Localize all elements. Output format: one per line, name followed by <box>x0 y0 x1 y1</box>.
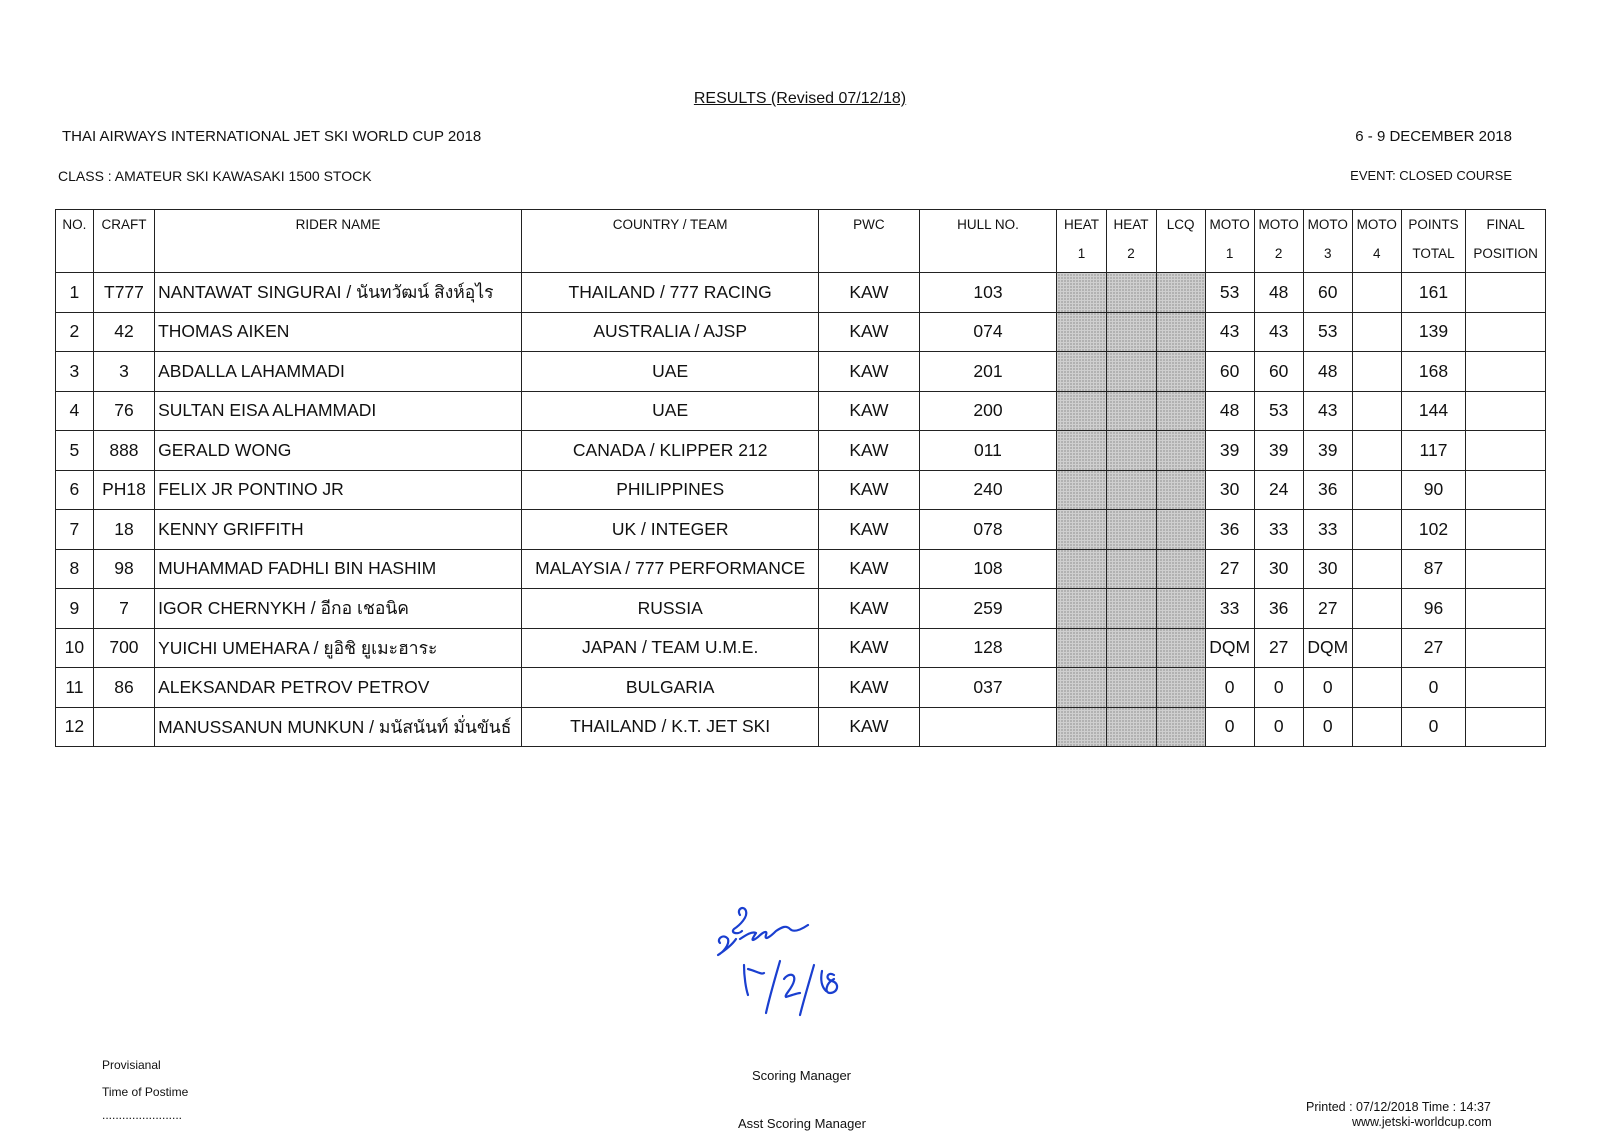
cell-country: MALAYSIA / 777 PERFORMANCE <box>521 549 818 589</box>
cell-final <box>1466 273 1546 313</box>
cell-rider: MANUSSANUN MUNKUN / มนัสนันท์ มั่นขันธ์ <box>155 707 522 747</box>
cell-moto2: 27 <box>1254 628 1303 668</box>
column-header <box>1466 210 1546 273</box>
cell-pwc: KAW <box>819 352 919 392</box>
cell-country: THAILAND / 777 RACING <box>521 273 818 313</box>
cell-craft: 700 <box>93 628 154 668</box>
cell-no: 6 <box>56 470 94 510</box>
column-header-label: RIDER NAME <box>295 217 381 232</box>
column-header-sublabel: TOTAL <box>1412 246 1455 261</box>
column-header <box>521 210 818 273</box>
cell-moto4 <box>1352 668 1401 708</box>
column-header-label: CRAFT <box>101 217 147 232</box>
column-header-sublabel: 2 <box>1274 246 1283 261</box>
cell-lcq <box>1156 312 1205 352</box>
printed-timestamp: Printed : 07/12/2018 Time : 14:37 <box>1306 1100 1491 1114</box>
cell-heat2 <box>1106 470 1156 510</box>
cell-rider: ABDALLA LAHAMMADI <box>155 352 522 392</box>
cell-heat1 <box>1057 510 1106 550</box>
cell-final <box>1466 510 1546 550</box>
column-header <box>919 210 1057 273</box>
cell-final <box>1466 312 1546 352</box>
column-header-label: LCQ <box>1166 217 1195 232</box>
cell-final <box>1466 628 1546 668</box>
provisional-label: Provisianal <box>102 1058 161 1072</box>
table-row <box>56 312 1546 352</box>
column-header <box>1303 210 1352 273</box>
column-header-label: POINTS <box>1408 217 1459 232</box>
column-header <box>819 210 919 273</box>
cell-lcq <box>1156 628 1205 668</box>
cell-moto1: 27 <box>1205 549 1254 589</box>
table-row <box>56 549 1546 589</box>
cell-moto3: 36 <box>1303 470 1352 510</box>
cell-heat2 <box>1106 273 1156 313</box>
cell-moto4 <box>1352 312 1401 352</box>
cell-lcq <box>1156 549 1205 589</box>
table-row <box>56 510 1546 550</box>
column-header-label: MOTO <box>1209 217 1250 232</box>
cell-final <box>1466 549 1546 589</box>
cell-final <box>1466 391 1546 431</box>
cell-heat2 <box>1106 391 1156 431</box>
cell-heat2 <box>1106 707 1156 747</box>
cell-moto2: 43 <box>1254 312 1303 352</box>
table-row <box>56 352 1546 392</box>
cell-craft: 42 <box>93 312 154 352</box>
table-row <box>56 391 1546 431</box>
cell-final <box>1466 352 1546 392</box>
cell-country: JAPAN / TEAM U.M.E. <box>521 628 818 668</box>
column-header <box>1156 210 1205 273</box>
column-header-label: MOTO <box>1356 217 1397 232</box>
cell-hull: 240 <box>919 470 1057 510</box>
cell-hull: 200 <box>919 391 1057 431</box>
cell-moto3: 43 <box>1303 391 1352 431</box>
cell-country: UK / INTEGER <box>521 510 818 550</box>
cell-pwc: KAW <box>819 273 919 313</box>
cell-craft: 888 <box>93 431 154 471</box>
cell-no: 10 <box>56 628 94 668</box>
cell-rider: SULTAN EISA ALHAMMADI <box>155 391 522 431</box>
cell-country: PHILIPPINES <box>521 470 818 510</box>
cell-lcq <box>1156 668 1205 708</box>
column-header-label: NO. <box>62 217 87 232</box>
cell-moto1: 48 <box>1205 391 1254 431</box>
cell-rider: NANTAWAT SINGURAI / นันทวัฒน์ สิงห์อุไร <box>155 273 522 313</box>
cell-heat1 <box>1057 391 1106 431</box>
cell-final <box>1466 707 1546 747</box>
column-header-sublabel: POSITION <box>1473 246 1538 261</box>
column-header <box>1254 210 1303 273</box>
column-header <box>1352 210 1401 273</box>
cell-moto1: 60 <box>1205 352 1254 392</box>
column-header-label: HEAT <box>1063 217 1099 232</box>
postime-blank: ........................ <box>102 1108 183 1122</box>
cell-rider: ALEKSANDAR PETROV PETROV <box>155 668 522 708</box>
cell-rider: THOMAS AIKEN <box>155 312 522 352</box>
cell-moto1: DQM <box>1205 628 1254 668</box>
cell-no: 1 <box>56 273 94 313</box>
cell-hull: 078 <box>919 510 1057 550</box>
cell-moto2: 30 <box>1254 549 1303 589</box>
cell-final <box>1466 668 1546 708</box>
cell-moto4 <box>1352 273 1401 313</box>
document-title: RESULTS (Revised 07/12/18) <box>693 90 907 107</box>
scoring-manager-label: Scoring Manager <box>752 1068 851 1083</box>
cell-lcq <box>1156 707 1205 747</box>
cell-moto4 <box>1352 707 1401 747</box>
table-row <box>56 431 1546 471</box>
cell-heat2 <box>1106 549 1156 589</box>
cell-total: 0 <box>1401 707 1465 747</box>
column-header-sublabel: 4 <box>1373 246 1381 261</box>
cell-moto4 <box>1352 589 1401 629</box>
cell-final <box>1466 589 1546 629</box>
event-name: THAI AIRWAYS INTERNATIONAL JET SKI WORLD CUP 2018 <box>62 128 482 145</box>
cell-lcq <box>1156 470 1205 510</box>
cell-moto3: 27 <box>1303 589 1352 629</box>
cell-pwc: KAW <box>819 431 919 471</box>
cell-hull: 201 <box>919 352 1057 392</box>
cell-pwc: KAW <box>819 707 919 747</box>
cell-moto2: 24 <box>1254 470 1303 510</box>
cell-moto3: 53 <box>1303 312 1352 352</box>
table-row <box>56 470 1546 510</box>
cell-heat2 <box>1106 431 1156 471</box>
cell-lcq <box>1156 431 1205 471</box>
cell-country: UAE <box>521 352 818 392</box>
cell-craft <box>93 707 154 747</box>
cell-no: 12 <box>56 707 94 747</box>
cell-no: 9 <box>56 589 94 629</box>
cell-total: 96 <box>1401 589 1465 629</box>
cell-heat1 <box>1057 470 1106 510</box>
cell-moto1: 43 <box>1205 312 1254 352</box>
event-type: EVENT: CLOSED COURSE <box>1350 168 1512 183</box>
cell-total: 102 <box>1401 510 1465 550</box>
cell-moto4 <box>1352 431 1401 471</box>
cell-moto1: 30 <box>1205 470 1254 510</box>
cell-heat2 <box>1106 352 1156 392</box>
results-table <box>55 209 1546 747</box>
time-of-postime-label: Time of Postime <box>102 1085 189 1099</box>
cell-pwc: KAW <box>819 510 919 550</box>
website-url: www.jetski-worldcup.com <box>1352 1115 1492 1129</box>
cell-moto2: 53 <box>1254 391 1303 431</box>
cell-lcq <box>1156 391 1205 431</box>
cell-heat1 <box>1057 589 1106 629</box>
cell-craft: 3 <box>93 352 154 392</box>
column-header-label: MOTO <box>1307 217 1348 232</box>
cell-heat1 <box>1057 352 1106 392</box>
cell-moto3: 33 <box>1303 510 1352 550</box>
cell-moto2: 39 <box>1254 431 1303 471</box>
cell-total: 87 <box>1401 549 1465 589</box>
cell-hull: 074 <box>919 312 1057 352</box>
column-header <box>155 210 522 273</box>
table-row <box>56 589 1546 629</box>
cell-pwc: KAW <box>819 391 919 431</box>
cell-country: AUSTRALIA / AJSP <box>521 312 818 352</box>
cell-no: 7 <box>56 510 94 550</box>
cell-rider: MUHAMMAD FADHLI BIN HASHIM <box>155 549 522 589</box>
cell-lcq <box>1156 352 1205 392</box>
cell-craft: 98 <box>93 549 154 589</box>
column-header <box>1106 210 1156 273</box>
column-header-sublabel: 1 <box>1225 246 1234 261</box>
column-header-sublabel: 1 <box>1077 246 1086 261</box>
cell-total: 90 <box>1401 470 1465 510</box>
cell-lcq <box>1156 510 1205 550</box>
cell-hull: 037 <box>919 668 1057 708</box>
cell-pwc: KAW <box>819 549 919 589</box>
cell-rider: IGOR CHERNYKH / อีกอ เชอนิค <box>155 589 522 629</box>
cell-moto1: 0 <box>1205 707 1254 747</box>
cell-hull: 108 <box>919 549 1057 589</box>
cell-hull: 259 <box>919 589 1057 629</box>
cell-total: 144 <box>1401 391 1465 431</box>
cell-heat2 <box>1106 510 1156 550</box>
cell-total: 161 <box>1401 273 1465 313</box>
cell-country: RUSSIA <box>521 589 818 629</box>
cell-moto3: 48 <box>1303 352 1352 392</box>
cell-heat2 <box>1106 628 1156 668</box>
cell-moto1: 33 <box>1205 589 1254 629</box>
cell-hull <box>919 707 1057 747</box>
cell-rider: KENNY GRIFFITH <box>155 510 522 550</box>
column-header-sublabel: 3 <box>1323 246 1332 261</box>
cell-craft: 18 <box>93 510 154 550</box>
cell-heat2 <box>1106 312 1156 352</box>
cell-moto3: 60 <box>1303 273 1352 313</box>
cell-moto4 <box>1352 470 1401 510</box>
cell-pwc: KAW <box>819 470 919 510</box>
cell-moto3: 0 <box>1303 668 1352 708</box>
table-body <box>56 273 1546 747</box>
cell-total: 0 <box>1401 668 1465 708</box>
column-header <box>1057 210 1106 273</box>
handwritten-signature <box>710 895 860 1025</box>
cell-no: 11 <box>56 668 94 708</box>
cell-country: UAE <box>521 391 818 431</box>
column-header-label: MOTO <box>1258 217 1299 232</box>
cell-moto1: 0 <box>1205 668 1254 708</box>
cell-no: 4 <box>56 391 94 431</box>
cell-heat1 <box>1057 628 1106 668</box>
cell-country: CANADA / KLIPPER 212 <box>521 431 818 471</box>
cell-no: 8 <box>56 549 94 589</box>
cell-moto2: 60 <box>1254 352 1303 392</box>
cell-craft: T777 <box>93 273 154 313</box>
cell-total: 168 <box>1401 352 1465 392</box>
cell-moto4 <box>1352 510 1401 550</box>
cell-no: 3 <box>56 352 94 392</box>
cell-moto2: 36 <box>1254 589 1303 629</box>
column-header-sublabel: 2 <box>1127 246 1135 261</box>
cell-total: 117 <box>1401 431 1465 471</box>
table-row <box>56 628 1546 668</box>
asst-scoring-manager-label: Asst Scoring Manager <box>738 1116 866 1131</box>
cell-hull: 103 <box>919 273 1057 313</box>
cell-pwc: KAW <box>819 589 919 629</box>
cell-rider: FELIX JR PONTINO JR <box>155 470 522 510</box>
table-row <box>56 273 1546 313</box>
column-header <box>1401 210 1465 273</box>
cell-pwc: KAW <box>819 668 919 708</box>
cell-final <box>1466 470 1546 510</box>
cell-heat1 <box>1057 549 1106 589</box>
cell-craft: 7 <box>93 589 154 629</box>
cell-moto2: 33 <box>1254 510 1303 550</box>
cell-no: 2 <box>56 312 94 352</box>
cell-lcq <box>1156 273 1205 313</box>
column-header-label: HULL NO. <box>957 217 1019 232</box>
cell-craft: PH18 <box>93 470 154 510</box>
cell-moto1: 53 <box>1205 273 1254 313</box>
cell-moto3: DQM <box>1303 628 1352 668</box>
cell-moto4 <box>1352 352 1401 392</box>
cell-total: 27 <box>1401 628 1465 668</box>
table-row <box>56 668 1546 708</box>
cell-craft: 76 <box>93 391 154 431</box>
column-header-label: PWC <box>853 217 885 232</box>
cell-moto1: 39 <box>1205 431 1254 471</box>
cell-moto4 <box>1352 628 1401 668</box>
cell-country: BULGARIA <box>521 668 818 708</box>
cell-moto3: 39 <box>1303 431 1352 471</box>
cell-heat1 <box>1057 312 1106 352</box>
cell-no: 5 <box>56 431 94 471</box>
cell-heat1 <box>1057 273 1106 313</box>
cell-moto1: 36 <box>1205 510 1254 550</box>
cell-heat2 <box>1106 589 1156 629</box>
cell-final <box>1466 431 1546 471</box>
cell-craft: 86 <box>93 668 154 708</box>
column-header-label: COUNTRY / TEAM <box>612 217 728 232</box>
cell-rider: GERALD WONG <box>155 431 522 471</box>
column-header-label: FINAL <box>1486 217 1525 232</box>
cell-hull: 011 <box>919 431 1057 471</box>
cell-moto2: 48 <box>1254 273 1303 313</box>
cell-moto4 <box>1352 391 1401 431</box>
cell-country: THAILAND / K.T. JET SKI <box>521 707 818 747</box>
cell-lcq <box>1156 589 1205 629</box>
cell-moto2: 0 <box>1254 707 1303 747</box>
column-header-label: HEAT <box>1113 217 1149 232</box>
cell-pwc: KAW <box>819 628 919 668</box>
column-header <box>1205 210 1254 273</box>
cell-rider: YUICHI UMEHARA / ยูอิชิ ยูเมะฮาระ <box>155 628 522 668</box>
cell-moto4 <box>1352 549 1401 589</box>
cell-heat2 <box>1106 668 1156 708</box>
cell-heat1 <box>1057 707 1106 747</box>
event-dates: 6 - 9 DECEMBER 2018 <box>1355 128 1512 145</box>
cell-moto3: 30 <box>1303 549 1352 589</box>
cell-hull: 128 <box>919 628 1057 668</box>
cell-heat1 <box>1057 431 1106 471</box>
column-header <box>56 210 94 273</box>
class-line: CLASS : AMATEUR SKI KAWASAKI 1500 STOCK <box>58 168 372 184</box>
table-header-row <box>56 210 1546 273</box>
cell-heat1 <box>1057 668 1106 708</box>
cell-moto2: 0 <box>1254 668 1303 708</box>
cell-moto3: 0 <box>1303 707 1352 747</box>
column-header <box>93 210 154 273</box>
cell-total: 139 <box>1401 312 1465 352</box>
table-row <box>56 707 1546 747</box>
cell-pwc: KAW <box>819 312 919 352</box>
